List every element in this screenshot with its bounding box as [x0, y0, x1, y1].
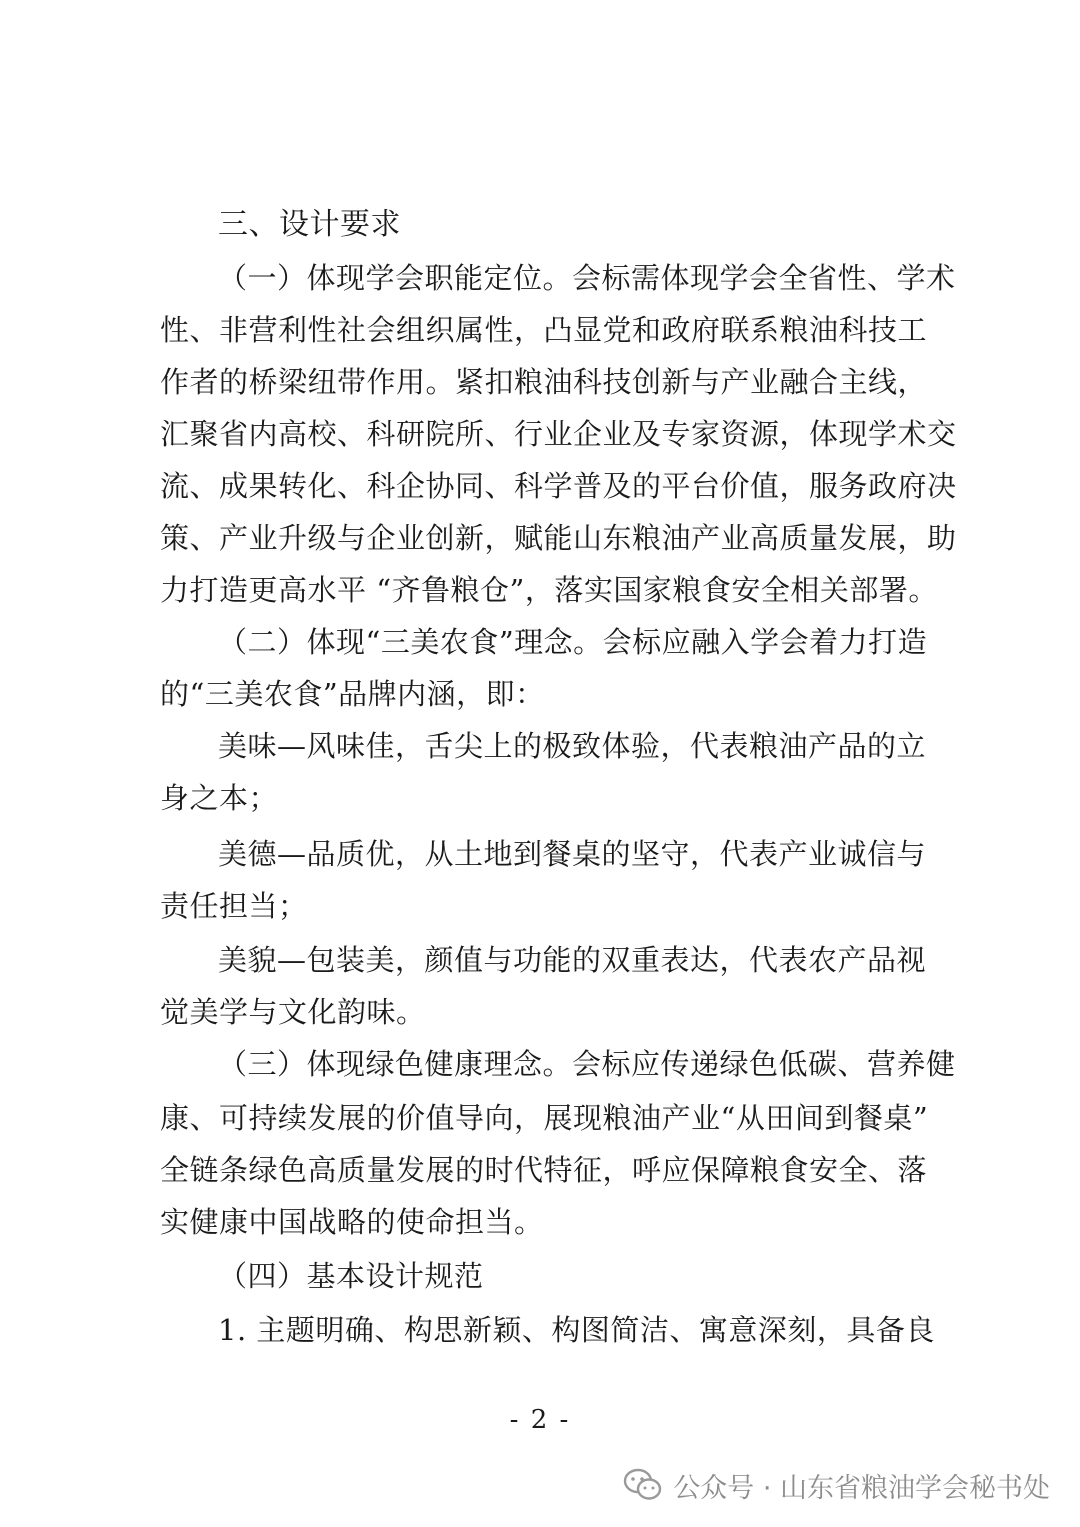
list-item: 1. 主题明确、构思新颖、构图简洁、寓意深刻，具备良	[218, 1313, 935, 1347]
paragraph-line: 康、可持续发展的价值导向，展现粮油产业“从田间到餐桌”	[160, 1101, 929, 1135]
paragraph-line: （三）体现绿色健康理念。会标应传递绿色低碳、营养健	[218, 1047, 956, 1081]
paragraph-line: 美味—风味佳，舌尖上的极致体验，代表粮油产品的立	[218, 729, 927, 763]
subsection-heading: （四）基本设计规范	[218, 1259, 484, 1293]
paragraph-line: 流、成果转化、科企协同、科学普及的平台价值，服务政府决	[160, 469, 957, 503]
paragraph-line: 的“三美农食”品牌内涵，即：	[160, 677, 545, 711]
paragraph-line: 汇聚省内高校、科研院所、行业企业及专家资源，体现学术交	[160, 417, 957, 451]
wechat-icon	[623, 1468, 663, 1502]
watermark-text: 公众号 · 山东省粮油学会秘书处	[673, 1472, 1050, 1504]
watermark	[623, 1465, 1050, 1505]
paragraph-line: 作者的桥梁纽带作用。紧扣粮油科技创新与产业融合主线，	[160, 365, 928, 399]
page-number: - 2 -	[509, 1405, 571, 1435]
paragraph-line: 策、产业升级与企业创新，赋能山东粮油产业高质量发展，助	[160, 521, 957, 555]
paragraph-line: 全链条绿色高质量发展的时代特征，呼应保障粮食安全、落	[160, 1153, 928, 1187]
paragraph-line: 力打造更高水平 “齐鲁粮仓”，落实国家粮食安全相关部署。	[160, 573, 938, 607]
paragraph-line: （一）体现学会职能定位。会标需体现学会全省性、学术	[218, 261, 956, 295]
paragraph-line: 责任担当；	[160, 889, 308, 923]
paragraph-line: 美貌—包装美，颜值与功能的双重表达，代表农产品视	[218, 943, 927, 977]
paragraph-line: 美德—品质优，从土地到餐桌的坚守，代表产业诚信与	[218, 837, 927, 871]
paragraph-line: 觉美学与文化韵味。	[160, 995, 426, 1029]
paragraph-line: 性、非营利性社会组织属性，凸显党和政府联系粮油科技工	[160, 313, 928, 347]
paragraph-line: 身之本；	[160, 781, 279, 815]
paragraph-line: 实健康中国战略的使命担当。	[160, 1205, 544, 1239]
section-heading: 三、设计要求	[218, 207, 401, 242]
paragraph-line: （二）体现“三美农食”理念。会标应融入学会着力打造	[218, 625, 928, 659]
